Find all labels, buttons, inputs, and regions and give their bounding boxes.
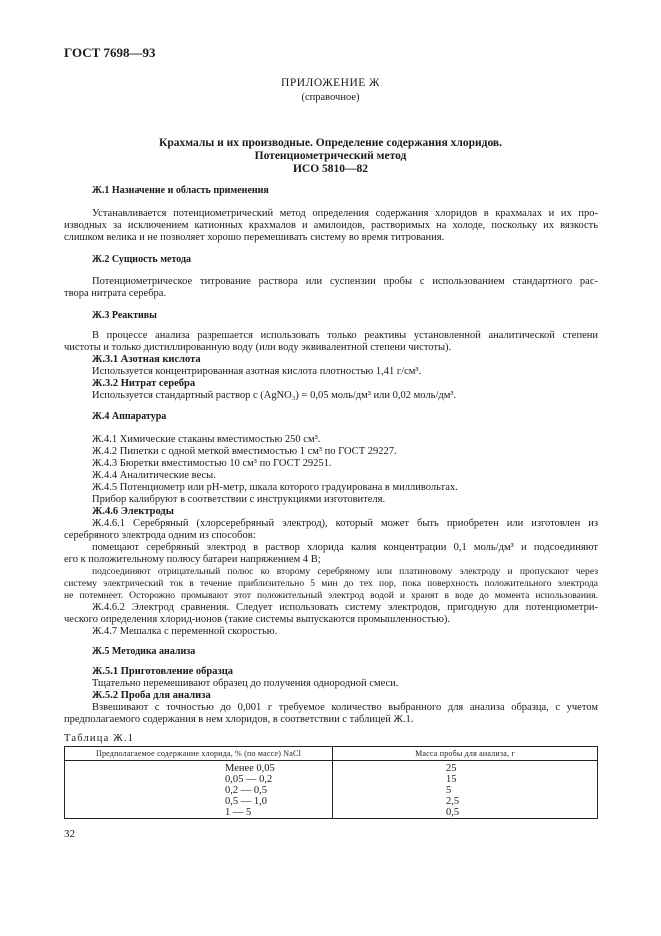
table-cell-mass: 15 — [333, 774, 598, 785]
section-2-line-2: твора нитрата серебра. — [64, 288, 167, 299]
section-5-2-line-1: Взвешивают с точностью до 0,001 г требуемое количество выбранного для анализа образца, с учетом — [92, 702, 598, 713]
section-4-7: Ж.4.7 Мешалка с переменной скоростью. — [92, 626, 278, 637]
section-4-6-1-line-3: помещают серебряный электрод в раствор хлорида калия концентрации 0,1 моль/дм³ и подсоединяют — [92, 542, 598, 553]
section-3-line-2: чистоты и только дистиллированную воду (или воду эквивалентной степени чистоты). — [64, 342, 452, 353]
table-cell-content: 0,5 — 1,0 — [65, 796, 333, 807]
section-4-6-1-line-7: не потемнеет. Осторожно промывают этот положительный электрод водой и хранят в воде до момента использования. — [64, 590, 598, 601]
section-3-1-title: Ж.3.1 Азотная кислота — [92, 354, 201, 365]
table-cell-mass: 2,5 — [333, 796, 598, 807]
section-1-line-2: изводных за исключением катионных крахмалов и амилоидов, растворимых на холоде, поскольку их вязкость — [64, 220, 598, 231]
section-4-title: Ж.4 Аппаратура — [92, 411, 167, 422]
table-header-row — [65, 747, 598, 761]
section-5-2-line-2: предполагаемого содержания в нем хлоридов, в соответствии с таблицей Ж.1. — [64, 714, 414, 725]
section-4-6-1-line-4: его к положительному полюсу батареи напряжением 4 В; — [64, 554, 321, 565]
section-5-1-text: Тщательно перемешивают образец до получения однородной смеси. — [92, 678, 399, 689]
table-cell-mass: 5 — [333, 785, 598, 796]
section-4-6-1-line-6: систему электрический ток в течение приблизительно 5 мин до тех пор, пока поверхность положительного электрода — [64, 578, 598, 589]
table-row — [65, 807, 598, 819]
table-row — [65, 796, 598, 807]
section-5-1-title: Ж.5.1 Приготовление образца — [92, 666, 234, 677]
appendix-heading-2: Потенциометрический метод — [254, 150, 407, 162]
section-4-1: Ж.4.1 Химические стаканы вместимостью 250 см³. — [92, 434, 321, 445]
section-4-6-1-line-2: серебряного электрода одним из способов: — [64, 530, 256, 541]
section-4-4: Ж.4.4 Аналитические весы. — [92, 470, 216, 481]
table-cell-content: Менее 0,05 — [65, 761, 333, 775]
section-4-6-2-line-2: ческого определения хлорид-ионов (такие системы выпускаются промышленностью). — [64, 614, 451, 625]
section-3-2-text: Используется стандартный раствор c (AgNO₃) = 0,05 моль/дм³ или 0,02 моль/дм³. — [92, 390, 457, 401]
section-1-line-3: слишком велика и не позволяет хорошо перемешивать систему во время титрования. — [64, 232, 445, 243]
table-row — [65, 761, 598, 775]
table-row — [65, 785, 598, 796]
table-cell-content: 1 — 5 — [65, 807, 333, 819]
document-code: ГОСТ 7698—93 — [64, 45, 156, 60]
appendix-heading-1: Крахмалы и их производные. Определение содержания хлоридов. — [159, 137, 502, 149]
appendix-title: ПРИЛОЖЕНИЕ Ж — [281, 77, 380, 89]
section-1-line-1: Устанавливается потенциометрический метод определения содержания хлоридов в крахмалах и их про- — [92, 208, 598, 219]
section-4-5: Ж.4.5 Потенциометр или рН-метр, шкала которого градуирована в милливольтах. — [92, 482, 458, 493]
section-4-6-2-line-1: Ж.4.6.2 Электрод сравнения. Следует использовать систему электродов, пригодную для потенциометри- — [92, 602, 598, 613]
table-cell-content: 0,2 — 0,5 — [65, 785, 333, 796]
section-4-6-1-line-5: подсоединяют отрицательный полюс ко второму серебряному или платиновому электроду и пропускают через — [92, 566, 598, 577]
section-5-2-title: Ж.5.2 Проба для анализа — [92, 690, 211, 701]
section-4-5-note: Прибор калибруют в соответствии с инструкциями изготовителя. — [92, 494, 386, 505]
table-cell-mass: 0,5 — [333, 807, 598, 819]
section-3-2-title: Ж.3.2 Нитрат серебра — [92, 378, 196, 389]
section-2-title: Ж.2 Сущность метода — [92, 254, 192, 265]
section-4-6-1-line-1: Ж.4.6.1 Серебряный (хлорсеребряный электрод), который может быть приобретен или изготовлен из — [92, 518, 598, 529]
section-4-3: Ж.4.3 Бюретки вместимостью 10 см³ по ГОСТ 29251. — [92, 458, 332, 469]
table-cell-content: 0,05 — 0,2 — [65, 774, 333, 785]
appendix-heading-3: ИСО 5810—82 — [292, 163, 369, 175]
table-header-content: Предполагаемое содержание хлорида, % (по массе) NaCl — [65, 747, 333, 761]
page-number: 32 — [64, 828, 75, 840]
section-3-1-text: Используется концентрированная азотная кислота плотностью 1,41 г/см³. — [92, 366, 422, 377]
section-5-title: Ж.5 Методика анализа — [92, 646, 196, 657]
section-2-line-1: Потенциометрическое титрование раствора или суспензии пробы с использованием стандартного рас- — [92, 276, 598, 287]
table-cell-mass: 25 — [333, 761, 598, 775]
appendix-subtitle: (справочное) — [301, 92, 360, 103]
table-caption: Таблица Ж.1 — [64, 733, 135, 744]
data-table — [64, 746, 598, 819]
section-4-6-title: Ж.4.6 Электроды — [92, 506, 174, 517]
section-4-2: Ж.4.2 Пипетки с одной меткой вместимостью 1 см³ по ГОСТ 29227. — [92, 446, 397, 457]
section-3-line-1: В процессе анализа разрешается использовать только реактивы установленной аналитической степени — [92, 330, 598, 341]
table-header-mass: Масса пробы для анализа, г — [333, 747, 598, 761]
section-3-title: Ж.3 Реактивы — [92, 310, 157, 321]
table-row — [65, 774, 598, 785]
section-1-title: Ж.1 Назначение и область применения — [92, 185, 269, 196]
